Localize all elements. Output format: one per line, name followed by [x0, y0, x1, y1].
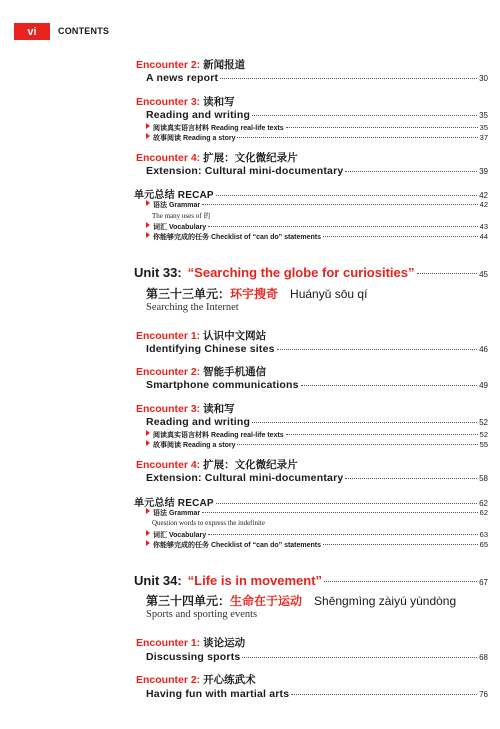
unit-chinese-title: 第三十四单元：生命在于运动 Shēngmìng zàiyú yùndòng	[146, 594, 457, 608]
grammar-note: Question words to express the indefinite	[152, 519, 265, 527]
unit-title: “Life is in movement”	[187, 573, 323, 588]
page-ref: 45	[479, 270, 488, 279]
unit-subtitle: Searching the Internet	[146, 302, 239, 313]
unit-chinese-title: 第三十三单元：环宇搜奇 Huányǔ sōu qí	[146, 287, 368, 301]
unit-heading[interactable]: Unit 34: “Life is in movement” 67	[134, 573, 488, 588]
bullet-icon	[146, 530, 150, 536]
encounter-heading: Encounter 4: 扩展：文化微纪录片	[136, 459, 298, 471]
page-ref: 55	[479, 440, 488, 449]
page-ref: 62	[479, 499, 488, 508]
toc-entry[interactable]: Reading and writing 35	[146, 109, 488, 121]
unit-heading[interactable]: Unit 33: “Searching the globe for curiosities” 45	[134, 265, 488, 280]
page-ref: 42	[479, 200, 488, 209]
unit-title: “Searching the globe for curiosities”	[187, 265, 415, 280]
page-ref: 52	[479, 418, 488, 427]
toc-entry[interactable]: Identifying Chinese sites 46	[146, 343, 488, 355]
page-ref: 67	[479, 578, 488, 587]
toc-entry[interactable]: Reading and writing 52	[146, 416, 488, 428]
page-ref: 42	[479, 191, 488, 200]
pinyin: Huányǔ sōu qí	[290, 287, 368, 301]
toc-subentry[interactable]: 故事阅读 Reading a story 37	[146, 133, 488, 143]
page-ref: 37	[479, 133, 488, 142]
toc-subentry[interactable]: 阅读真实语言材料 Reading real-life texts 35	[146, 123, 488, 133]
encounter-heading: Encounter 1: 认识中文网站	[136, 330, 267, 342]
page-ref: 76	[479, 690, 488, 699]
bullet-icon	[146, 508, 150, 514]
page-ref: 65	[479, 540, 488, 549]
toc-subentry[interactable]: 词汇 Vocabulary 63	[146, 530, 488, 540]
toc-entry[interactable]: A news report 30	[146, 72, 488, 84]
toc-entry[interactable]: Discussing sports 68	[146, 651, 488, 663]
page-ref: 58	[479, 474, 488, 483]
toc-subentry[interactable]: 语法 Grammar 42	[146, 200, 488, 210]
bullet-icon	[146, 540, 150, 546]
encounter-heading: Encounter 2: 开心练武术	[136, 674, 256, 686]
toc-entry[interactable]: Extension: Cultural mini-documentary 58	[146, 472, 488, 484]
bullet-icon	[146, 232, 150, 238]
recap-entry[interactable]: 单元总结 RECAP 42	[134, 190, 488, 201]
unit-subtitle: Sports and sporting events	[146, 609, 258, 620]
bullet-icon	[146, 200, 150, 206]
page-ref: 35	[479, 123, 488, 132]
page-ref: 52	[479, 430, 488, 439]
page-ref: 44	[479, 232, 488, 241]
page-ref: 62	[479, 508, 488, 517]
bullet-icon	[146, 123, 150, 129]
page-number: vi	[27, 25, 37, 38]
recap-entry[interactable]: 单元总结 RECAP 62	[134, 498, 488, 509]
toc-entry[interactable]: Having fun with martial arts 76	[146, 688, 488, 700]
page-ref: 49	[479, 381, 488, 390]
toc-subentry[interactable]: 阅读真实语言材料 Reading real-life texts 52	[146, 430, 488, 440]
toc-subentry[interactable]: 你能够完成的任务 Checklist of “can do” statements 65	[146, 540, 488, 550]
bullet-icon	[146, 133, 150, 139]
page-ref: 43	[479, 222, 488, 231]
toc-subentry[interactable]: 你能够完成的任务 Checklist of “can do” statements 44	[146, 232, 488, 242]
encounter-heading: Encounter 1: 谈论运动	[136, 637, 246, 649]
encounter-heading: Encounter 3: 读和写	[136, 403, 235, 415]
encounter-heading: Encounter 3: 读和写	[136, 96, 235, 108]
page-ref: 63	[479, 530, 488, 539]
toc-entry[interactable]: Smartphone communications 49	[146, 379, 488, 391]
page-ref: 68	[479, 653, 488, 662]
encounter-heading: Encounter 2: 智能手机通信	[136, 366, 267, 378]
page-ref: 39	[479, 167, 488, 176]
bullet-icon	[146, 430, 150, 436]
toc-subentry[interactable]: 语法 Grammar 62	[146, 508, 488, 518]
page-ref: 35	[479, 111, 488, 120]
bullet-icon	[146, 222, 150, 228]
toc-subentry[interactable]: 词汇 Vocabulary 43	[146, 222, 488, 232]
grammar-note: The many uses of 的	[152, 212, 211, 220]
page-ref: 46	[479, 345, 488, 354]
toc-subentry[interactable]: 故事阅读 Reading a story 55	[146, 440, 488, 450]
toc-entry[interactable]: Extension: Cultural mini-documentary 39	[146, 165, 488, 177]
page-ref: 30	[479, 74, 488, 83]
pinyin: Shēngmìng zàiyú yùndòng	[314, 594, 457, 608]
bullet-icon	[146, 440, 150, 446]
encounter-heading: Encounter 4: 扩展：文化微纪录片	[136, 152, 298, 164]
encounter-heading: Encounter 2: 新闻报道	[136, 59, 246, 71]
running-head: CONTENTS	[58, 26, 110, 36]
